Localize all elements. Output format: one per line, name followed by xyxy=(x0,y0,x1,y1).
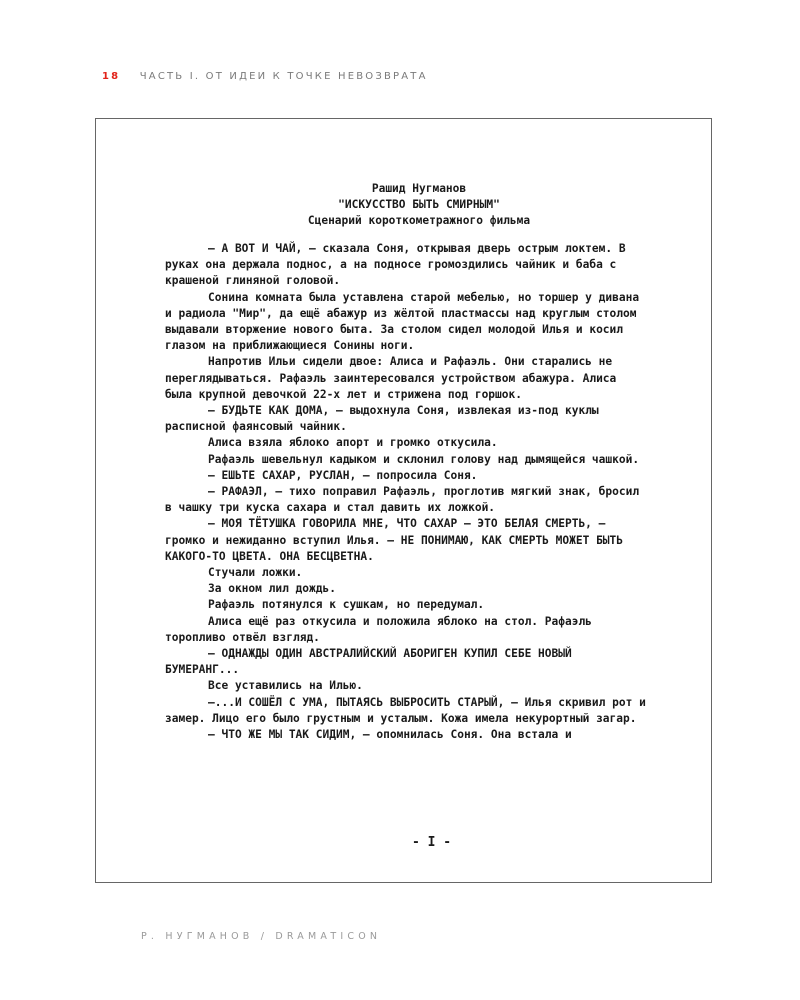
paragraph: Стучали ложки. xyxy=(208,566,303,580)
script-title: "ИСКУССТВО БЫТЬ СМИРНЫМ" xyxy=(338,198,500,211)
running-head xyxy=(102,71,428,82)
chapter-title: ЧАСТЬ I. ОТ ИДЕИ К ТОЧКЕ НЕВОЗВРАТА xyxy=(139,71,428,82)
paragraph: Напротив Ильи сидели двое: Алиса и Рафаэль. Они старались не переглядываться. Рафаэль заинтересовался устройством абажура. Алиса была крупной девочкой 22-х лет и стрижена под горшок. xyxy=(165,355,617,401)
paragraph: Алиса взяла яблоко апорт и громко откусила. xyxy=(208,436,498,450)
paragraph: Все уставились на Илью. xyxy=(208,679,363,693)
paragraph: — МОЯ ТЁТУШКА ГОВОРИЛА МНЕ, ЧТО САХАР — ЭТО БЕЛАЯ СМЕРТЬ, — громко и нежиданно вступил Илья. — НЕ ПОНИМАЮ, КАК СМЕРТЬ МОЖЕТ БЫТЬ КАКОГО-ТО ЦВЕТА. ОНА БЕСЦВЕТНА. xyxy=(165,517,624,563)
paragraph: За окном лил дождь. xyxy=(208,582,336,596)
script-header xyxy=(189,181,649,229)
paragraph: — ЧТО ЖЕ МЫ ТАК СИДИМ, — опомнилась Соня. Она встала и xyxy=(208,728,572,742)
paragraph: — БУДЬТЕ КАК ДОМА, — выдохнула Соня, извлекая из-под куклы расписной фаянсовый чайник. xyxy=(165,404,599,434)
script-subtitle: Сценарий короткометражного фильма xyxy=(307,214,531,227)
running-foot: Р. НУГМАНОВ / DRAMATICON xyxy=(141,931,382,942)
paragraph: Рафаэль шевельнул кадыком и склонил голову над дымящейся чашкой. xyxy=(208,452,640,466)
paragraph: Алиса ещё раз откусила и положила яблоко на стол. Рафаэль торопливо отвёл взгляд. xyxy=(165,614,592,644)
paragraph: —...И СОШЁЛ С УМА, ПЫТАЯСЬ ВЫБРОСИТЬ СТАРЫЙ, — Илья скривил рот и замер. Лицо его было грустным и усталым. Кожа имела некурортный загар. xyxy=(165,695,646,725)
paragraph: — РАФАЭЛ, — тихо поправил Рафаэль, проглотив мягкий знак, бросил в чашку три куска сахара и стал давить их ложкой. xyxy=(165,485,640,515)
script-author: Рашид Нугманов xyxy=(371,182,467,195)
paragraph: Сонина комната была уставлена старой мебелью, но торшер у дивана и радиола "Мир", да ещё абажур из жёлтой пластмассы над круглым столом выдавали вторжение нового быта. За столом сидел молодой Илья и косил глазом на приближающиеся Сонины ноги. xyxy=(165,290,640,353)
paragraph: — А ВОТ И ЧАЙ, — сказала Соня, открывая дверь острым локтем. В руках она держала поднос, а на подносе громоздились чайник и баба с крашеной глиняной головой. xyxy=(165,242,626,288)
typescript-page-frame xyxy=(95,118,712,883)
paragraph: — ОДНАЖДЫ ОДИН АВСТРАЛИЙСКИЙ АБОРИГЕН КУПИЛ СЕБЕ НОВЫЙ БУМЕРАНГ... xyxy=(165,647,572,677)
page-number: 18 xyxy=(102,71,121,82)
paragraph: Рафаэль потянулся к сушкам, но передумал. xyxy=(208,598,485,612)
typescript-text xyxy=(165,181,649,743)
paragraph: — ЕШЬТЕ САХАР, РУСЛАН, — попросила Соня. xyxy=(208,468,478,482)
typescript-page-number: - I - xyxy=(412,835,452,850)
